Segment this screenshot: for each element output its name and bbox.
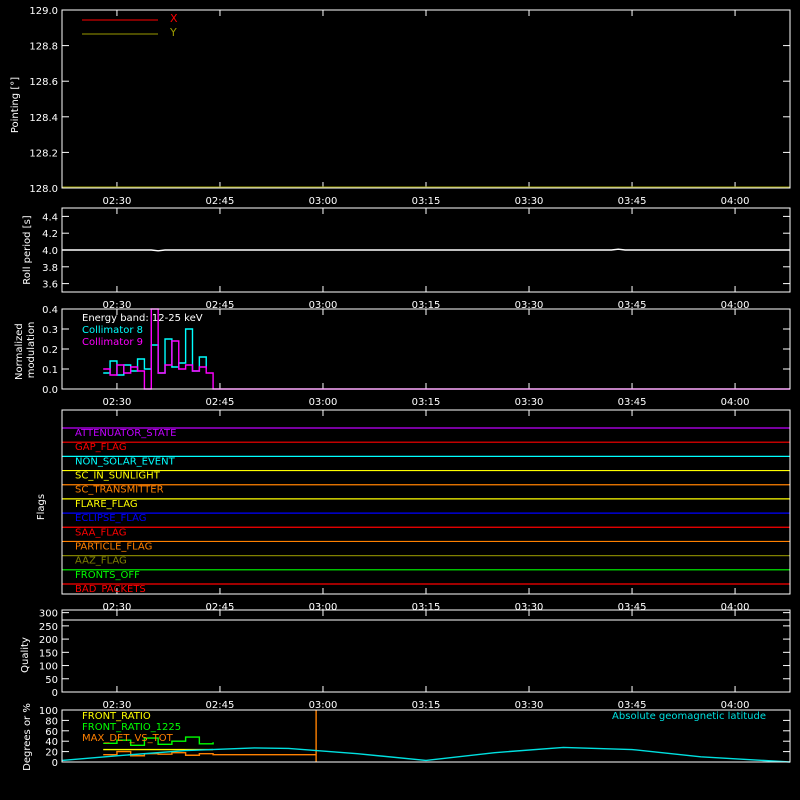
axes-frame-quality (62, 610, 790, 692)
modulation-series-collimator-9 (103, 309, 790, 389)
modulation-xtick-label: 03:45 (617, 397, 647, 408)
flag-label-saa-flag: SAA_FLAG (75, 527, 127, 539)
energy-band-annotation: Energy band: 12-25 keV (82, 313, 203, 324)
flag-label-flare-flag: FLARE_FLAG (75, 498, 138, 510)
panel-geomag (22, 703, 790, 771)
flag-label-sc-in-sunlight: SC_IN_SUNLIGHT (75, 470, 160, 482)
modulation-xtick-label: 02:45 (205, 397, 235, 408)
flags-xtick-label: 03:15 (411, 602, 441, 613)
quality-xtick-label: 02:30 (102, 700, 132, 711)
roll-ytick-label: 4.4 (42, 212, 58, 224)
roll-xtick-label: 03:45 (617, 300, 647, 311)
geomag-ytick-label: 20 (45, 747, 58, 759)
quality-ytick-label: 300 (38, 608, 58, 620)
legend-label-y: Y (170, 26, 177, 39)
pointing-xtick-label: 03:15 (411, 196, 441, 207)
ylabel-modulation: Normalized modulation (14, 321, 37, 380)
ylabel-geomag: Degrees or % (22, 703, 33, 771)
pointing-xtick-label: 02:45 (205, 196, 235, 207)
modulation-xtick-label: 03:15 (411, 397, 441, 408)
panel-flags (36, 410, 790, 613)
legend-label-collimator-9: Collimator 9 (82, 337, 143, 348)
modulation-xtick-label: 03:30 (514, 397, 544, 408)
roll-xtick-label: 04:00 (720, 300, 750, 311)
modulation-ytick-label: 0.0 (42, 385, 58, 396)
ylabel-roll: Roll period [s] (22, 215, 33, 285)
legend-label-front-ratio: FRONT_RATIO (82, 711, 151, 722)
roll-ytick-label: 3.8 (42, 262, 58, 274)
geomag-ytick-label: 60 (45, 726, 58, 738)
geomag-ytick-label: 40 (45, 737, 58, 749)
geomag-ytick-label: 0 (51, 758, 58, 769)
flags-xtick-label: 03:45 (617, 602, 647, 613)
panel-pointing (10, 6, 790, 207)
roll-xtick-label: 02:45 (205, 300, 235, 311)
quality-ytick-label: 150 (38, 648, 58, 660)
legend-label-front-ratio-1225: FRONT_RATIO_1225 (82, 722, 182, 733)
modulation-xtick-label: 03:00 (308, 397, 338, 408)
quality-xtick-label: 03:45 (617, 700, 647, 711)
ylabel-quality: Quality (20, 637, 31, 673)
quality-ytick-label: 250 (38, 621, 58, 633)
pointing-ytick-label: 128.2 (29, 148, 58, 160)
modulation-ytick-label: 0.2 (42, 345, 58, 356)
modulation-xtick-label: 02:30 (102, 397, 132, 408)
quality-ytick-label: 0 (51, 688, 58, 699)
panel-roll (22, 208, 790, 311)
roll-ytick-label: 4.0 (42, 246, 58, 257)
flags-xtick-label: 03:30 (514, 602, 544, 613)
modulation-ytick-label: 0.1 (42, 365, 58, 376)
legend-label-collimator-8: Collimator 8 (82, 325, 143, 336)
ylabel-flags: Flags (36, 493, 47, 521)
modulation-xtick-label: 04:00 (720, 397, 750, 408)
roll-series (62, 249, 790, 251)
pointing-xtick-label: 03:00 (308, 196, 338, 207)
quality-xtick-label: 02:45 (205, 700, 235, 711)
flag-label-non-solar-event: NON_SOLAR_EVENT (75, 456, 175, 468)
roll-ytick-label: 3.6 (42, 279, 58, 291)
pointing-xtick-label: 02:30 (102, 196, 132, 207)
quality-ytick-label: 100 (38, 661, 58, 673)
geomag-ytick-label: 100 (38, 706, 58, 717)
pointing-xtick-label: 03:30 (514, 196, 544, 207)
ylabel-pointing: Pointing [°] (10, 76, 21, 134)
roll-xtick-label: 02:30 (102, 300, 132, 311)
flag-label-bad-packets: BAD_PACKETS (75, 584, 146, 595)
pointing-ytick-label: 128.8 (29, 41, 58, 53)
roll-xtick-label: 03:00 (308, 300, 338, 311)
quality-xtick-label: 03:00 (308, 700, 338, 711)
pointing-ytick-label: 128.0 (29, 184, 58, 195)
panel-modulation (14, 305, 790, 408)
pointing-xtick-label: 04:00 (720, 196, 750, 207)
flag-label-attenuator-state: ATTENUATOR_STATE (75, 428, 177, 439)
flag-label-fronts-off: FRONTS_OFF (75, 569, 140, 581)
flag-label-gap-flag: GAP_FLAG (75, 442, 127, 454)
pointing-xtick-label: 03:45 (617, 196, 647, 207)
quality-xtick-label: 04:00 (720, 700, 750, 711)
flag-label-sc-transmitter: SC_TRANSMITTER (75, 484, 164, 496)
annotation-geomag-latitude: Absolute geomagnetic latitude (612, 711, 766, 722)
flags-xtick-label: 04:00 (720, 602, 750, 613)
flags-xtick-label: 03:00 (308, 602, 338, 613)
quality-xtick-label: 03:15 (411, 700, 441, 711)
roll-ytick-label: 4.2 (42, 229, 58, 241)
modulation-ytick-label: 0.3 (42, 325, 58, 336)
panel-quality (20, 609, 790, 711)
legend-label-x: X (170, 12, 178, 25)
quality-ytick-label: 50 (45, 674, 58, 686)
flag-label-eclipse-flag: ECLIPSE_FLAG (75, 513, 147, 525)
legend-label-max-det-vs-tot: MAX_DET_VS_TOT (82, 733, 173, 744)
flags-xtick-label: 02:45 (205, 602, 235, 613)
roll-xtick-label: 03:30 (514, 300, 544, 311)
flag-label-particle-flag: PARTICLE_FLAG (75, 541, 153, 553)
flags-xtick-label: 02:30 (102, 602, 132, 613)
flag-label-aaz-flag: AAZ_FLAG (75, 555, 127, 567)
pointing-ytick-label: 128.6 (29, 77, 58, 89)
pointing-ytick-label: 129.0 (29, 6, 58, 17)
modulation-ytick-label: 0.4 (42, 305, 58, 316)
pointing-ytick-label: 128.4 (29, 112, 58, 124)
roll-xtick-label: 03:15 (411, 300, 441, 311)
geomag-ytick-label: 80 (45, 716, 58, 728)
quality-ytick-label: 200 (38, 635, 58, 647)
quality-xtick-label: 03:30 (514, 700, 544, 711)
